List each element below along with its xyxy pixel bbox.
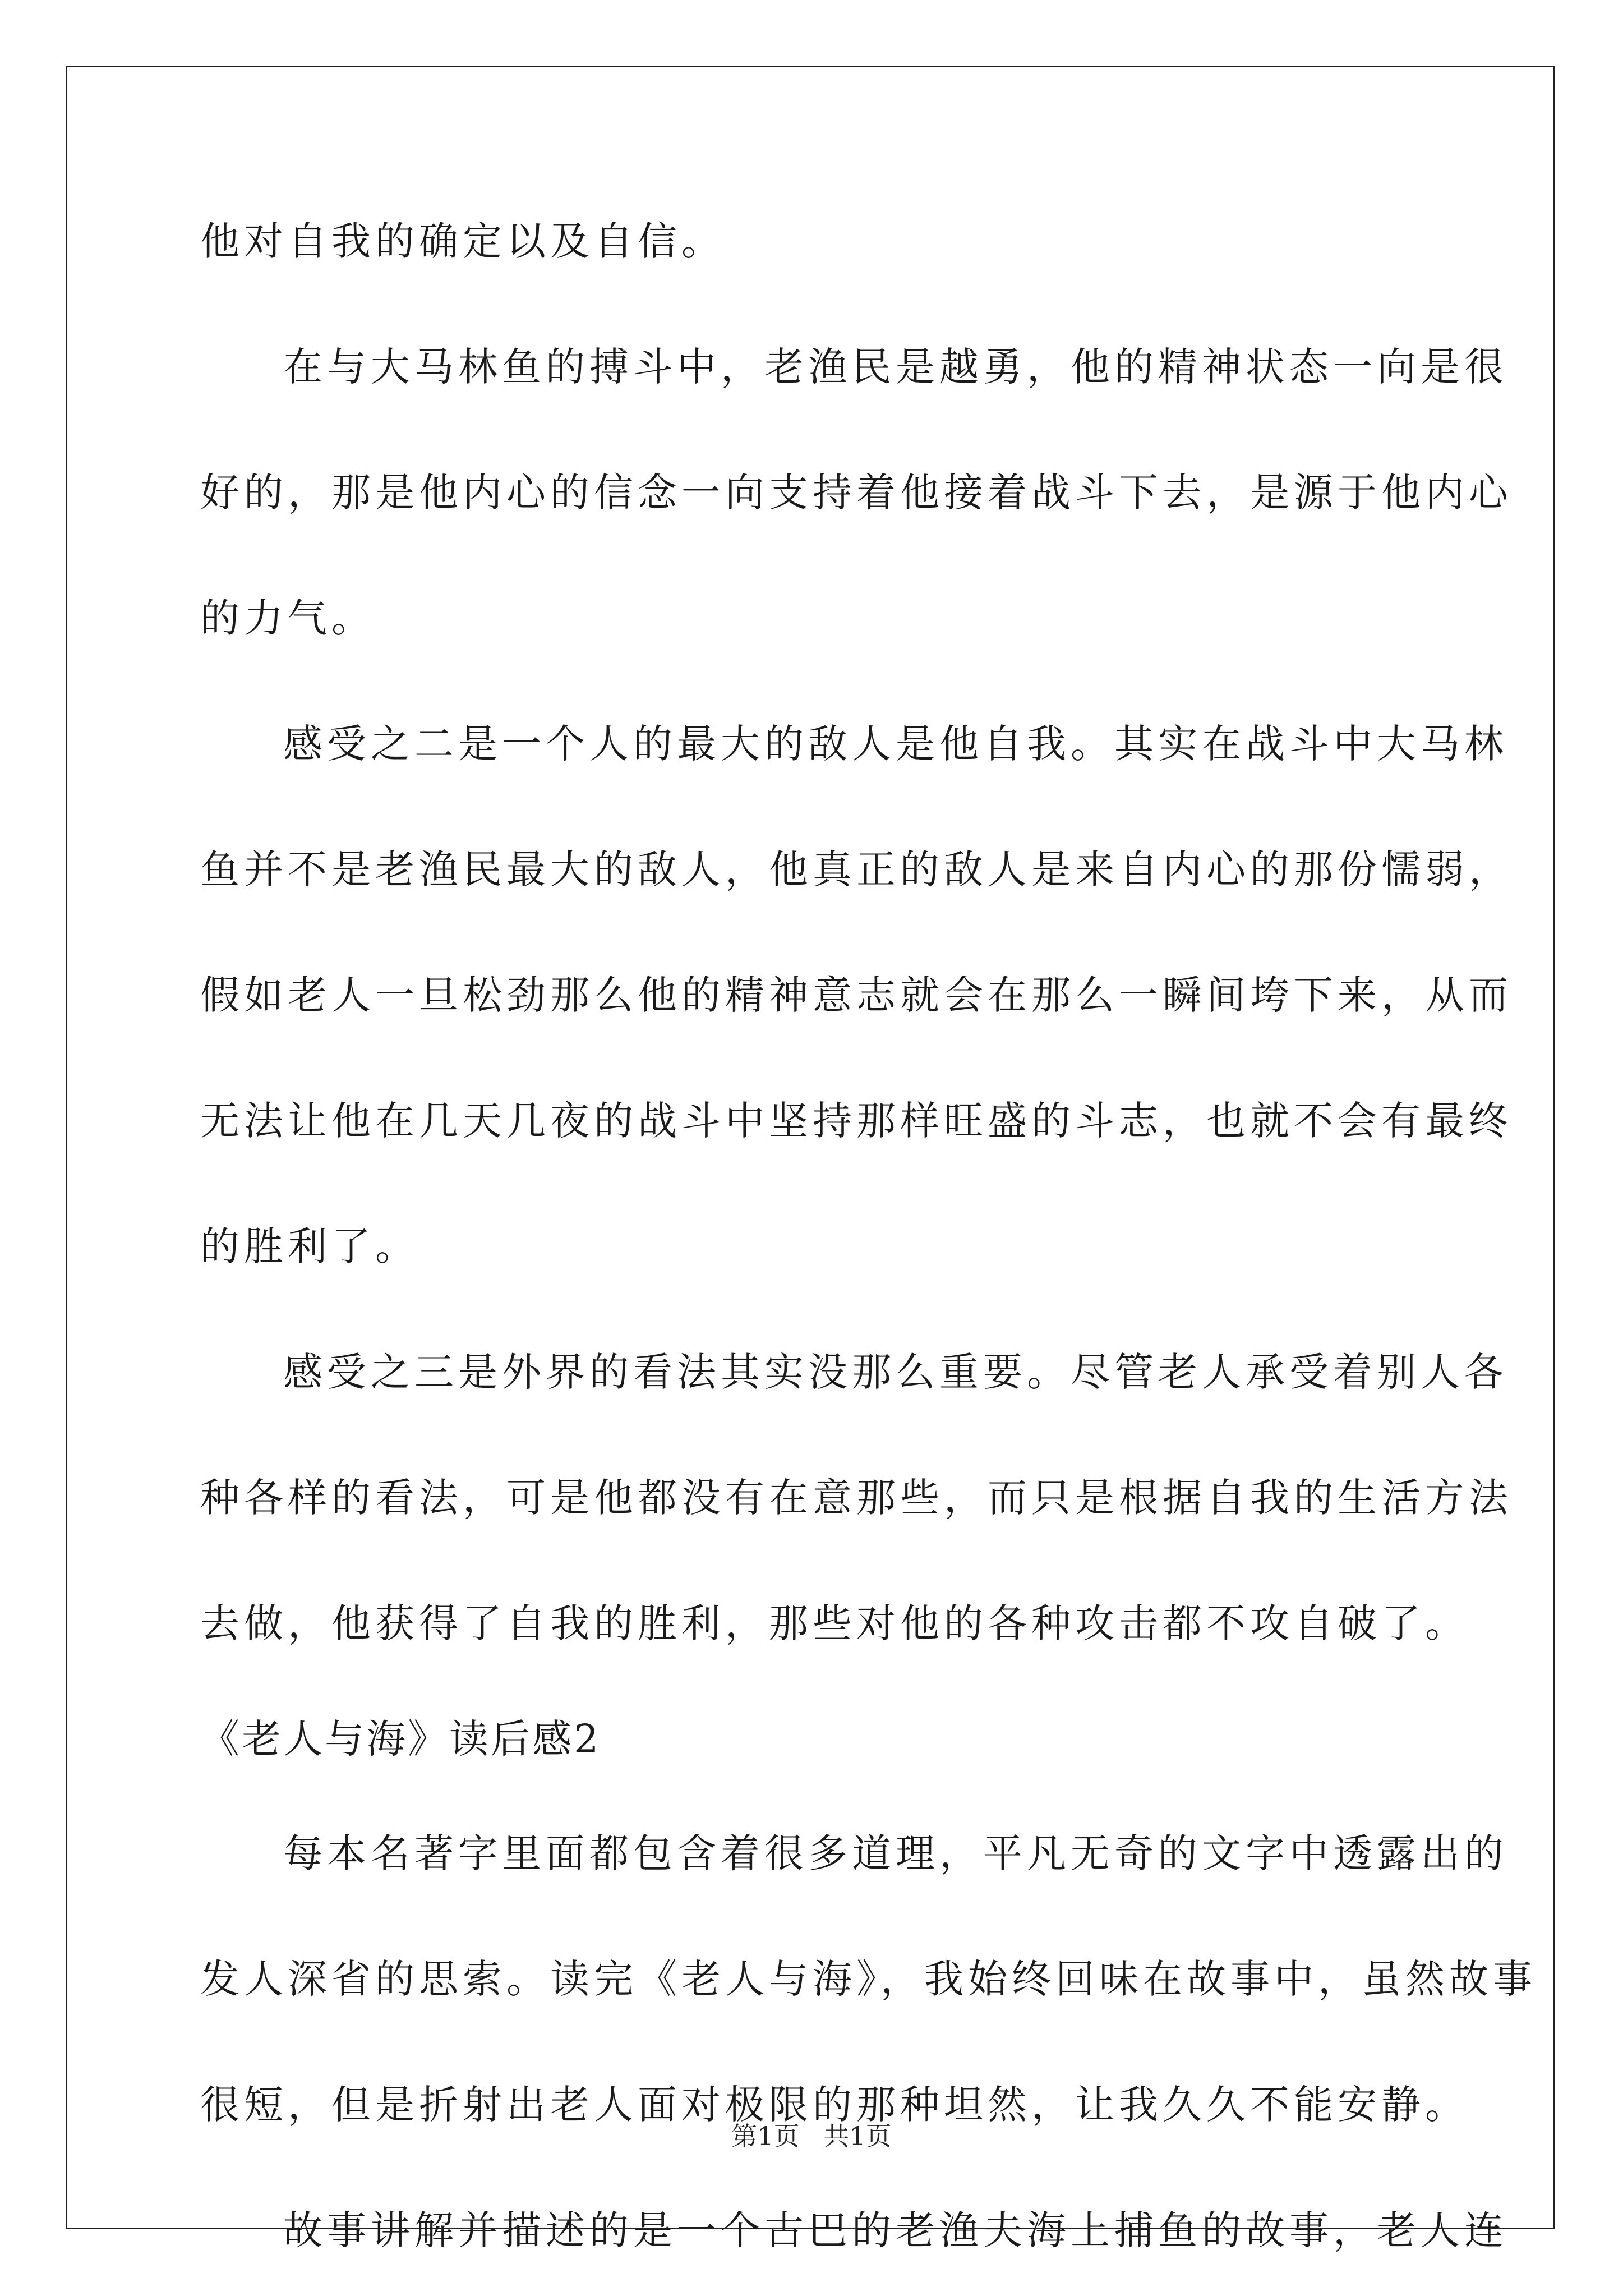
text-line: 的胜利了。 [200,1223,419,1269]
text-line: 假如老人一旦松劲那么他的精神意志就会在那么一瞬间垮下来，从而 [200,972,1513,1018]
text-line: 种各样的看法，可是他都没有在意那些，而只是根据自我的生活方法 [200,1475,1513,1521]
text-line: 感受之二是一个人的最大的敌人是他自我。其实在战斗中大马林 [283,721,1508,767]
text-line: 每本名著字里面都包含着很多道理，平凡无奇的文字中透露出的 [283,1830,1508,1876]
page-number-current: 第1页 [731,2121,800,2151]
text-line: 无法让他在几天几夜的战斗中坚持那样旺盛的斗志，也就不会有最终 [200,1098,1513,1144]
text-line: 发人深省的思索。读完《老人与海》，我始终回味在故事中，虽然故事 [200,1956,1537,2002]
text-line: 鱼并不是老渔民最大的敌人，他真正的敌人是来自内心的那份懦弱， [200,846,1513,892]
text-line: 很短，但是折射出老人面对极限的那种坦然，让我久久不能安静。 [200,2082,1469,2128]
section-heading: 《老人与海》读后感2 [200,1716,601,1762]
text-line: 故事讲解并描述的是一个古巴的老渔夫海上捕鱼的故事，老人连 [283,2207,1508,2253]
page-footer [0,2119,1623,2153]
text-line: 好的，那是他内心的信念一向支持着他接着战斗下去，是源于他内心 [200,470,1513,516]
page-number-total: 共1页 [823,2121,892,2151]
text-line: 的力气。 [200,595,375,641]
text-line: 感受之三是外界的看法其实没那么重要。尽管老人承受着别人各 [283,1349,1508,1395]
text-line: 在与大马林鱼的搏斗中，老渔民是越勇，他的精神状态一向是很 [283,344,1508,390]
text-line: 他对自我的确定以及自信。 [200,218,725,264]
text-line: 去做，他获得了自我的胜利，那些对他的各种攻击都不攻自破了。 [200,1600,1469,1646]
